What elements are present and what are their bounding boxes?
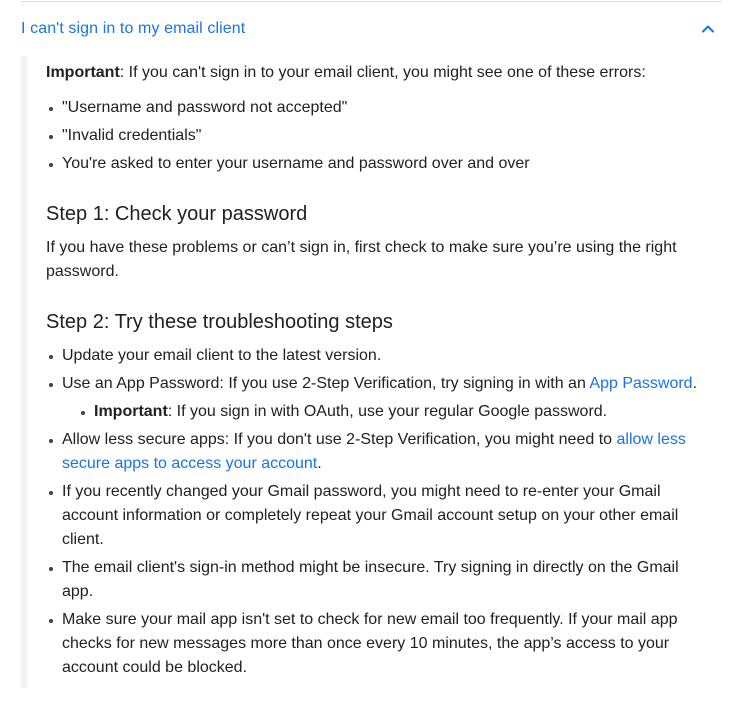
list-item: If you recently changed your Gmail password, you might need to re-enter your Gmail account information or completely repeat your Gmail account setup on your other email client. — [46, 480, 714, 552]
item-text: Use an App Password: If you use 2-Step Verification, try signing in with an — [62, 375, 590, 392]
item-text: : If you sign in with OAuth, use your regular Google password. — [167, 403, 608, 420]
intro-text — [46, 61, 714, 85]
item-text: . — [692, 375, 698, 392]
divider — [21, 1, 722, 2]
error-list — [46, 96, 714, 180]
less-secure-apps-link[interactable]: allow less secure apps to access your account — [62, 431, 686, 472]
list-item: Update your email client to the latest version. — [46, 344, 714, 368]
list-item — [46, 372, 714, 424]
accordion-panel — [21, 56, 722, 688]
intro-important: Important — [46, 64, 120, 81]
item-text: . — [317, 455, 322, 472]
list-item: "Username and password not accepted" — [46, 96, 714, 120]
sub-list — [62, 400, 714, 424]
list-item: You're asked to enter your username and password over and over — [46, 152, 714, 176]
chevron-up-icon[interactable] — [700, 21, 716, 37]
list-item: "Invalid credentials" — [46, 124, 714, 148]
accordion-header[interactable] — [21, 14, 722, 44]
list-item: The email client's sign-in method might be insecure. Try signing in directly on the Gmail app. — [46, 556, 714, 604]
list-item — [46, 428, 714, 476]
accordion-title[interactable]: I can't sign in to my email client — [21, 20, 246, 37]
step1-heading: Step 1: Check your password — [46, 203, 308, 225]
troubleshooting-list — [46, 344, 714, 684]
list-item: Make sure your mail app isn't set to check for new email too frequently. If your mail app checks for new messages more than once every 10 minutes, the app’s access to your account could be blocked. — [46, 608, 714, 680]
sub-important: Important — [94, 403, 168, 420]
list-item — [78, 400, 714, 424]
step1-body: If you have these problems or can’t sign in, first check to make sure you’re using the right password. — [46, 239, 677, 280]
step2-heading: Step 2: Try these troubleshooting steps — [46, 311, 393, 333]
intro-body: : If you can't sign in to your email client, you might see one of these errors: — [119, 64, 646, 81]
app-password-link[interactable]: App Password — [589, 375, 693, 392]
item-text: Allow less secure apps: If you don't use 2-Step Verification, you might need to — [62, 431, 617, 448]
